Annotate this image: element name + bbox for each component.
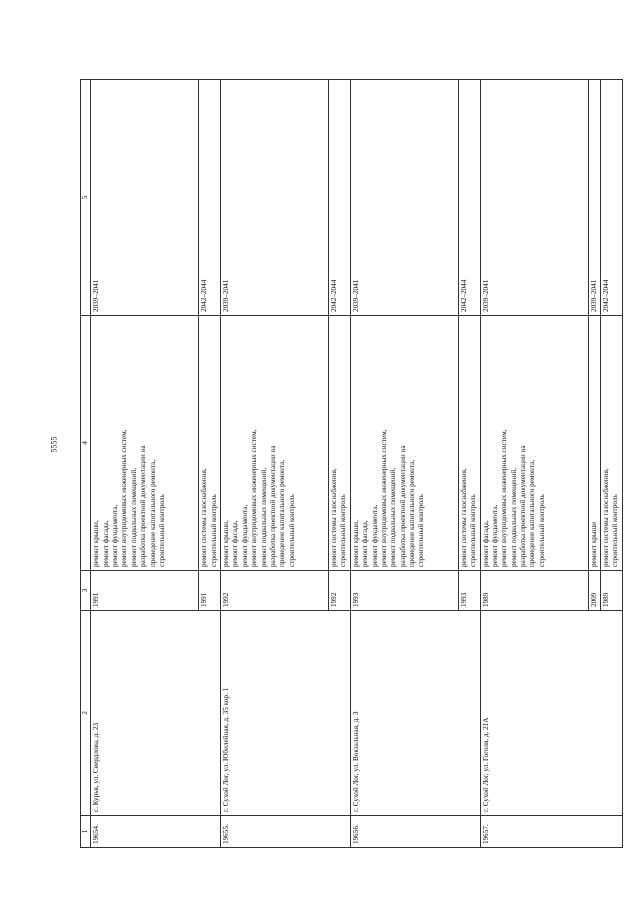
work-item: ремонт подвальных помещений, <box>259 467 268 567</box>
work-item: ремонт внутридомовых инженерных систем, <box>120 429 129 567</box>
work-item: ремонт фундамента, <box>111 504 120 567</box>
work-item: ремонт крыши, <box>351 520 360 567</box>
work-item: проведение капитального ремонта, <box>528 459 537 567</box>
entry-address: г. Сухой Лог, ул. Юбилейная, д. 35 кор. 1 <box>221 611 351 816</box>
build-year: 1991 <box>91 571 199 611</box>
entry-number: 19656. <box>350 816 480 848</box>
repair-period: 2042–2044 <box>458 80 480 316</box>
build-year: 2009 <box>588 571 600 611</box>
work-item: ремонт фасада, <box>101 520 110 567</box>
repair-period: 2042–2044 <box>600 80 622 316</box>
work-item: ремонт крыши, <box>92 520 101 567</box>
repair-period: 2039–2041 <box>221 80 329 316</box>
repair-period: 2039–2041 <box>588 80 600 316</box>
entry-address: г. Сухой Лог, ул. Вокзальная, д. 3 <box>350 611 480 816</box>
work-item: строительный контроль <box>157 494 166 567</box>
table-row <box>221 80 329 848</box>
entry-address: с. Курья, ул. Свердлова, д. 23 <box>91 611 221 816</box>
work-item: строительный контроль <box>209 494 218 567</box>
work-item: разработка проектной документации на <box>518 445 527 567</box>
repair-period: 2039–2041 <box>480 80 588 316</box>
rotated-table-area <box>80 80 620 848</box>
work-item: разработка проектной документации на <box>139 445 148 567</box>
work-item: строительный контроль <box>611 494 620 567</box>
work-item: проведение капитального ремонта, <box>278 459 287 567</box>
work-item: ремонт фундамента, <box>240 504 249 567</box>
repair-period: 2042–2044 <box>199 80 221 316</box>
work-list <box>329 316 351 571</box>
work-item: строительный контроль <box>469 494 478 567</box>
work-item: строительный контроль <box>537 494 546 567</box>
work-list <box>91 316 199 571</box>
work-item: ремонт системы газоснабжения, <box>601 468 610 567</box>
work-item: ремонт фасада, <box>231 520 240 567</box>
build-year: 1989 <box>480 571 588 611</box>
table-row <box>350 80 458 848</box>
work-item: ремонт подвальных помещений, <box>509 467 518 567</box>
header-col-4: 4 <box>81 316 91 571</box>
work-list <box>588 316 600 571</box>
repair-period: 2039–2041 <box>350 80 458 316</box>
entry-address: г. Сухой Лог, ул. Гоголя, д. 21А <box>480 611 622 816</box>
table-row <box>480 80 588 848</box>
work-list <box>350 316 458 571</box>
work-list <box>199 316 221 571</box>
work-item: ремонт подвальных помещений, <box>389 467 398 567</box>
work-list <box>600 316 622 571</box>
entry-number: 19657. <box>480 816 622 848</box>
work-item: ремонт крыши, <box>222 520 231 567</box>
work-item: проведение капитального ремонта, <box>148 459 157 567</box>
work-item: ремонт системы газоснабжения, <box>200 468 209 567</box>
work-list <box>480 316 588 571</box>
build-year: 1993 <box>350 571 458 611</box>
work-item: разработка проектной документации на <box>268 445 277 567</box>
header-col-1: 1 <box>81 816 91 848</box>
work-item: проведение капитального ремонта, <box>407 459 416 567</box>
repair-period: 2039–2041 <box>91 80 199 316</box>
work-item: ремонт системы газоснабжения, <box>330 468 339 567</box>
build-year: 1992 <box>329 571 351 611</box>
header-col-5: 5 <box>81 80 91 316</box>
work-list <box>221 316 329 571</box>
work-item: строительный контроль <box>339 494 348 567</box>
work-item: ремонт внутридомовых инженерных систем, <box>500 429 509 567</box>
entry-number: 19654. <box>91 816 221 848</box>
work-item: ремонт фундамента, <box>490 504 499 567</box>
work-item: ремонт подвальных помещений, <box>129 467 138 567</box>
table-header-row <box>81 80 91 848</box>
work-item: ремонт внутридомовых инженерных систем, <box>379 429 388 567</box>
build-year: 1991 <box>199 571 221 611</box>
work-item: ремонт внутридомовых инженерных систем, <box>250 429 259 567</box>
header-col-2: 2 <box>81 611 91 816</box>
work-item: ремонт крыши <box>589 521 598 567</box>
work-item: ремонт фундамента, <box>370 504 379 567</box>
work-item: разработка проектной документации на <box>398 445 407 567</box>
header-col-3: 3 <box>81 571 91 611</box>
entry-number: 19655. <box>221 816 351 848</box>
work-item: ремонт фасада, <box>361 520 370 567</box>
build-year: 1992 <box>221 571 329 611</box>
table-row <box>91 80 199 848</box>
repair-period: 2042–2044 <box>329 80 351 316</box>
work-list <box>458 316 480 571</box>
work-item: строительный контроль <box>417 494 426 567</box>
repair-schedule-table <box>80 79 623 848</box>
work-item: строительный контроль <box>287 494 296 567</box>
work-item: ремонт системы газоснабжения, <box>459 468 468 567</box>
build-year: 1993 <box>458 571 480 611</box>
build-year: 1989 <box>600 571 622 611</box>
work-item: ремонт фасада, <box>481 520 490 567</box>
